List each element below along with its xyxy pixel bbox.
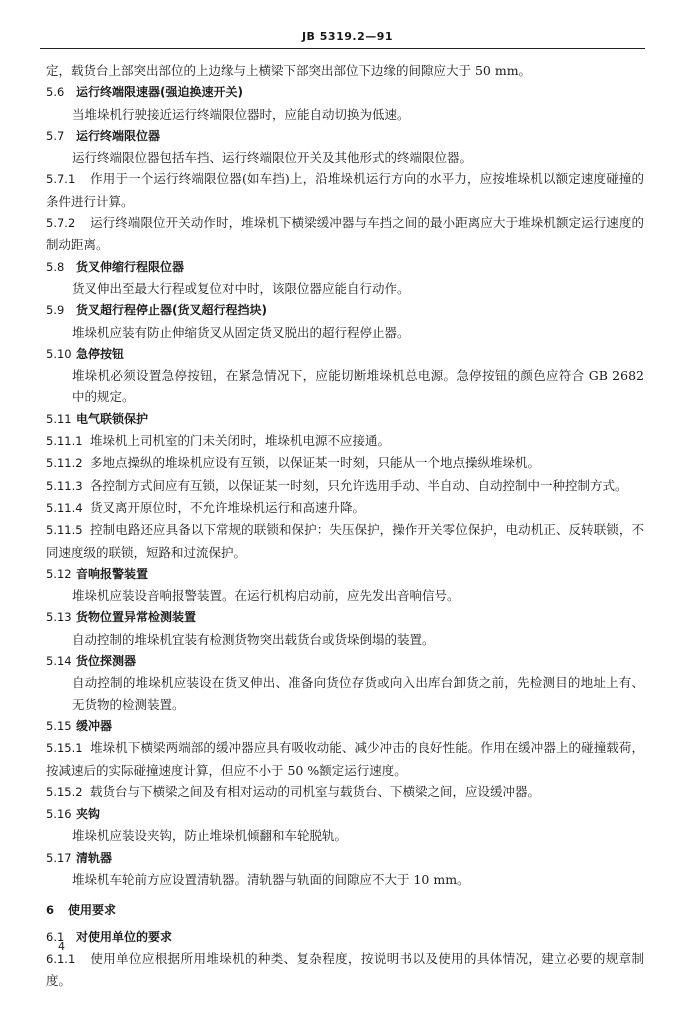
section-number: 5.8 xyxy=(46,259,65,274)
clause-number: 5.15.1 xyxy=(46,741,83,756)
clause-text: 堆垛机下横梁两端部的缓冲器应具有吸收动能、减少冲击的良好性能。作用在缓冲器上的碰撞载荷，按减速后的实际碰撞速度计算，但应不小于 50 %额定运行速度。 xyxy=(46,740,644,778)
clause-5-15-1 xyxy=(46,737,644,781)
section-title: 货叉伸缩行程限位器 xyxy=(76,259,185,274)
clause-5-11-1 xyxy=(46,430,644,452)
section-title: 电气联锁保护 xyxy=(76,411,149,426)
section-heading-5-8 xyxy=(46,256,644,278)
section-number: 6.1 xyxy=(46,929,65,944)
section-heading-5-16 xyxy=(46,803,644,825)
clause-text: 载货台与下横梁之间及有相对运动的司机室与载货台、下横梁之间，应设缓冲器。 xyxy=(90,783,541,799)
clause-5-11-4 xyxy=(46,497,644,519)
document-body xyxy=(46,60,644,991)
clause-text: 作用于一个运行终端限位器(如车挡)上，沿堆垛机运行方向的水平力，应按堆垛机以额定速度碰撞的条件进行计算。 xyxy=(46,171,644,209)
header-rule xyxy=(40,48,645,49)
paragraph: 堆垛机车轮前方应设置清轨器。清轨器与轨面的间隙应不大于 10 mm。 xyxy=(72,871,470,887)
paragraph: 堆垛机应装设夹钩，防止堆垛机倾翻和车轮脱轨。 xyxy=(72,828,348,844)
clause-text: 各控制方式间应有互锁，以保证某一时刻，只允许选用手动、半自动、自动控制中一种控制方式。 xyxy=(90,477,628,493)
section-title: 运行终端限速器(强迫换速开关) xyxy=(76,85,243,100)
section-title: 清轨器 xyxy=(76,850,113,865)
section-heading-5-6 xyxy=(46,81,644,103)
chapter-title: 使用要求 xyxy=(68,903,117,918)
clause-number: 6.1.1 xyxy=(46,951,76,966)
clause-text: 使用单位应根据所用堆垛机的种类、复杂程度，按说明书以及使用的具体情况，建立必要的规章制度。 xyxy=(46,950,644,989)
section-number: 5.9 xyxy=(46,303,65,318)
section-number: 5.17 xyxy=(46,850,72,865)
paragraph: 当堆垛机行驶接近运行终端限位器时，应能自动切换为低速。 xyxy=(72,106,410,122)
paragraph-continuation: 定，载货台上部突出部位的上边缘与上横梁下部突出部位下边缘的间隙应大于 50 mm。 xyxy=(46,63,532,78)
section-heading-6-1 xyxy=(46,926,644,948)
clause-text: 货叉离开原位时，不允许堆垛机运行和高速升降。 xyxy=(90,499,366,515)
clause-number: 5.11.5 xyxy=(46,523,83,538)
section-number: 5.12 xyxy=(46,566,72,581)
section-title: 货位探测器 xyxy=(76,654,137,669)
paragraph: 堆垛机必须设置急停按钮，在紧急情况下，应能切断堆垛机总电源。急停按钮的颜色应符合 GB 2682 中的规定。 xyxy=(72,368,644,405)
standard-code-header: JB 5319.2—91 xyxy=(301,30,394,43)
section-title: 货叉超行程停止器(货叉超行程挡块) xyxy=(76,303,267,318)
section-title: 夹钩 xyxy=(76,807,101,822)
section-number: 5.10 xyxy=(46,346,72,361)
clause-number: 5.11.3 xyxy=(46,478,83,493)
clause-6-1-1 xyxy=(46,948,644,992)
section-title: 运行终端限位器 xyxy=(76,128,161,143)
section-heading-5-12 xyxy=(46,563,644,585)
clause-text: 运行终端限位开关动作时，堆垛机下横梁缓冲器与车挡之间的最小距离应大于堆垛机额定运行速度的制动距离。 xyxy=(46,215,644,253)
section-title: 急停按钮 xyxy=(76,346,125,361)
paragraph: 自动控制的堆垛机应装设在货叉伸出、准备向货位存货或向入出库台卸货之前，先检测目的地址上有、无货物的检测装置。 xyxy=(72,675,644,712)
section-heading-5-14 xyxy=(46,650,644,672)
paragraph: 堆垛机应装有防止伸缩货叉从固定货叉脱出的超行程停止器。 xyxy=(72,324,410,340)
section-heading-5-10 xyxy=(46,343,644,365)
section-number: 5.6 xyxy=(46,85,65,100)
clause-5-11-5 xyxy=(46,519,644,563)
paragraph: 自动控制的堆垛机宜装有检测货物突出载货台或货垛倒塌的装置。 xyxy=(72,631,435,647)
page-number: 4 xyxy=(58,940,65,953)
section-heading-5-13 xyxy=(46,606,644,628)
section-title: 音响报警装置 xyxy=(76,566,149,581)
paragraph: 堆垛机应装设音响报警装置。在运行机构启动前，应先发出音响信号。 xyxy=(72,588,460,604)
section-heading-5-7 xyxy=(46,125,644,147)
clause-number: 5.7.2 xyxy=(46,216,76,231)
section-title: 货物位置异常检测装置 xyxy=(76,610,197,625)
chapter-number: 6 xyxy=(46,903,55,918)
section-title: 对使用单位的要求 xyxy=(76,929,173,944)
section-heading-5-11 xyxy=(46,408,644,430)
section-title: 缓冲器 xyxy=(76,718,113,733)
section-heading-5-17 xyxy=(46,847,644,869)
clause-number: 5.11.1 xyxy=(46,434,83,449)
clause-text: 堆垛机上司机室的门未关闭时，堆垛机电源不应接通。 xyxy=(90,433,391,449)
section-number: 5.7 xyxy=(46,128,65,143)
section-number: 5.11 xyxy=(46,411,72,426)
clause-text: 多地点操纵的堆垛机应设有互锁，以保证某一时刻，只能从一个地点操纵堆垛机。 xyxy=(90,455,541,471)
clause-5-15-2 xyxy=(46,781,644,803)
section-heading-5-9 xyxy=(46,299,644,321)
clause-5-7-2 xyxy=(46,212,644,256)
clause-text: 控制电路还应具备以下常规的联锁和保护：失压保护，操作开关零位保护，电动机正、反转联锁，不同速度级的联锁，短路和过流保护。 xyxy=(46,522,644,560)
clause-5-11-3 xyxy=(46,475,644,497)
clause-5-11-2 xyxy=(46,452,644,474)
clause-number: 5.11.2 xyxy=(46,456,83,471)
section-number: 5.14 xyxy=(46,654,72,669)
section-number: 5.16 xyxy=(46,807,72,822)
clause-number: 5.15.2 xyxy=(46,784,83,799)
section-number: 5.13 xyxy=(46,610,72,625)
section-number: 5.15 xyxy=(46,718,72,733)
paragraph: 运行终端限位器包括车挡、运行终端限位开关及其他形式的终端限位器。 xyxy=(72,150,473,166)
chapter-heading-6 xyxy=(46,899,644,921)
clause-number: 5.11.4 xyxy=(46,500,83,515)
clause-5-7-1 xyxy=(46,168,644,212)
section-heading-5-15 xyxy=(46,715,644,737)
paragraph: 货叉伸出至最大行程或复位对中时，该限位器应能自行动作。 xyxy=(72,280,410,296)
clause-number: 5.7.1 xyxy=(46,172,76,187)
